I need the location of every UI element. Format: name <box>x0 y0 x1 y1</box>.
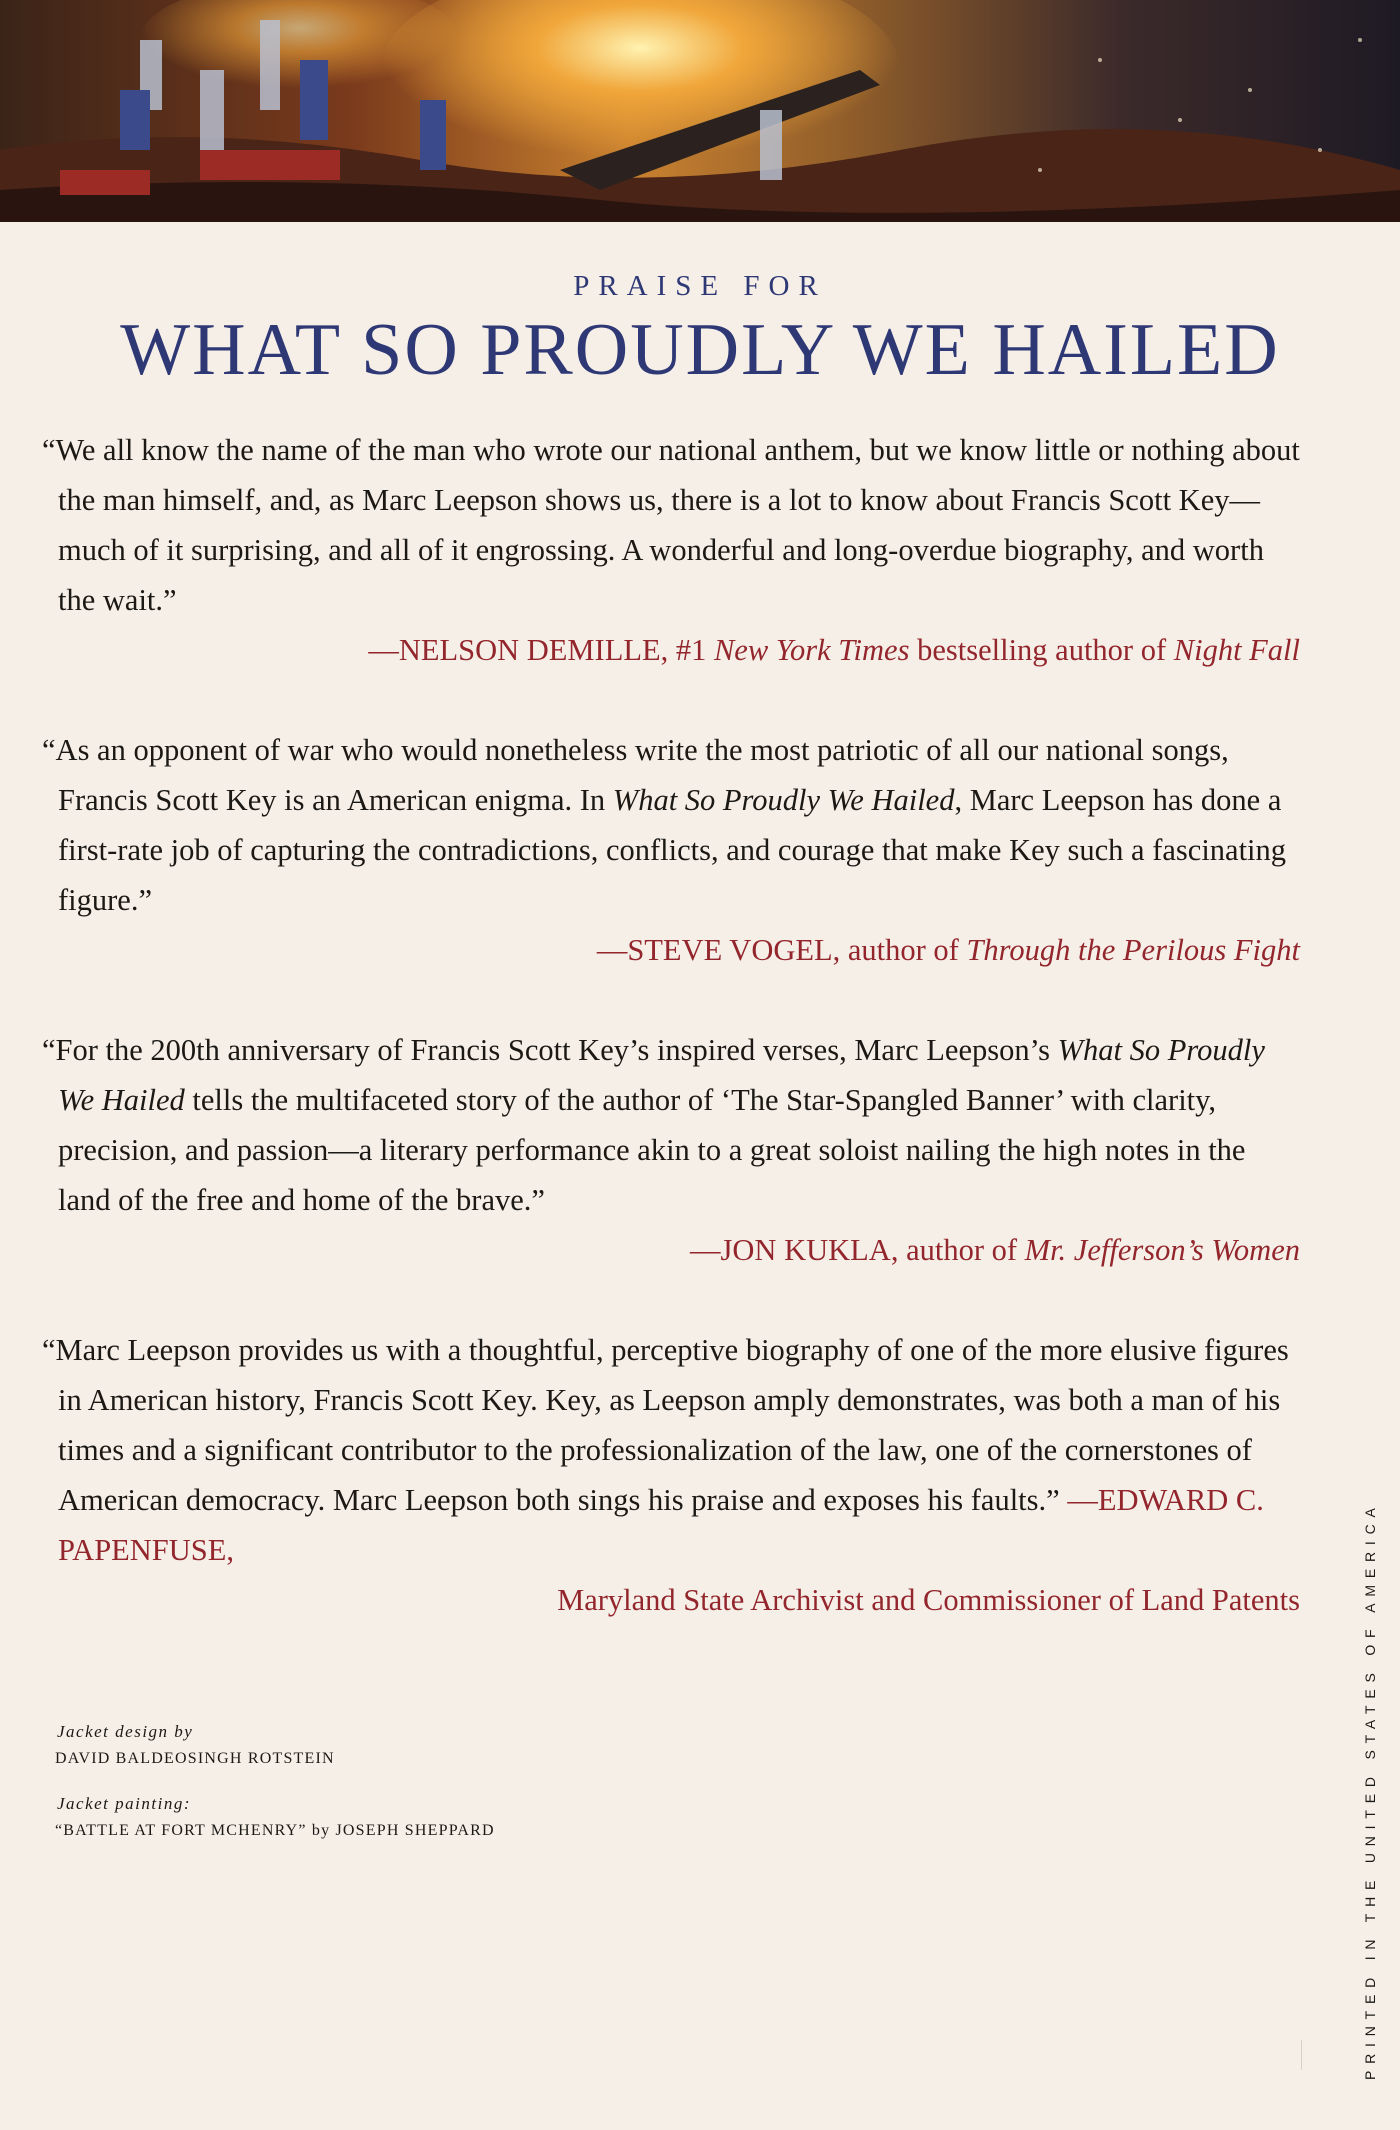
quote-demille <box>42 425 1300 675</box>
quote-text-body: “Marc Leepson provides us with a thoughtful, perceptive biography of one of the more elusive figures in American history, Francis Scott Key. Key, as Leepson amply demonstrates, was both a man of his times and a significant contributor to the professionalization of the law, one of the cornerstones of American democracy. Marc Leepson both sings his praise and exposes his faults.” <box>42 1333 1289 1517</box>
design-credit-label: Jacket design by <box>57 1722 194 1741</box>
quote-attribution <box>42 625 1300 675</box>
quote-text-post: tells the multifaceted story of the author of ‘The Star-Spangled Banner’ with clarity, precision, and passion—a literary performance akin to a great soloist nailing the high notes in the land of the free and home of the brave.” <box>58 1083 1246 1217</box>
edge-rule <box>1301 2040 1302 2070</box>
jacket-painting-banner <box>0 0 1400 222</box>
quote-text <box>42 1025 1300 1225</box>
quote-text-post: , Marc Leepson has done a first-rate job of capturing the contradictions, conflicts, and courage that make Key such a fascinating figure.” <box>58 783 1287 917</box>
design-credit-value: DAVID BALDEOSINGH ROTSTEIN <box>55 1750 335 1767</box>
quote-text-pre: “For the 200th anniversary of Francis Scott Key’s inspired verses, Marc Leepson’s <box>42 1033 1050 1067</box>
printed-in-usa-note: PRINTED IN THE UNITED STATES OF AMERICA <box>1362 1501 1378 2080</box>
attribution-publication: New York Times <box>713 633 910 667</box>
quote-book-title: What So Proudly We Hailed <box>58 1033 1265 1117</box>
painting-credit-label: Jacket painting: <box>57 1794 191 1813</box>
attribution-role: bestselling author of <box>917 633 1167 667</box>
praise-for-label: PRAISE FOR <box>573 270 827 302</box>
quote-text-pre: “As an opponent of war who would nonetheless write the most patriotic of all our national songs, Francis Scott Key is an American enigma. In <box>42 733 1229 817</box>
attribution-work: Mr. Jefferson’s Women <box>1024 1233 1300 1267</box>
attribution-author: —STEVE VOGEL, <box>596 933 841 967</box>
quote-book-title: What So Proudly We Hailed <box>612 783 955 817</box>
attribution-role: Maryland State Archivist and Commissioner of Land Patents <box>557 1583 1300 1617</box>
quote-attribution <box>42 925 1300 975</box>
quote-papenfuse <box>42 1325 1300 1625</box>
quote-kukla <box>42 1025 1300 1275</box>
attribution-author: —EDWARD C. PAPENFUSE, <box>58 1483 1264 1567</box>
painting-credit-value: “BATTLE AT FORT MCHENRY” by JOSEPH SHEPPARD <box>55 1822 495 1839</box>
jacket-credits <box>55 1722 495 1840</box>
battle-painting-image <box>0 0 1400 222</box>
quote-text <box>42 1325 1300 1575</box>
attribution-author: —JON KUKLA, <box>690 1233 899 1267</box>
quote-text <box>42 725 1300 925</box>
quote-attribution <box>42 1225 1300 1275</box>
attribution-role-pre: #1 <box>675 633 707 667</box>
attribution-author: —NELSON DEMILLE, <box>368 633 669 667</box>
book-title: WHAT SO PROUDLY WE HAILED <box>120 309 1280 391</box>
attribution-work: Night Fall <box>1173 633 1300 667</box>
attribution-role: author of <box>847 933 959 967</box>
quote-vogel <box>42 725 1300 975</box>
attribution-work: Through the Perilous Fight <box>966 933 1300 967</box>
attribution-role: author of <box>906 1233 1018 1267</box>
quote-text: “We all know the name of the man who wrote our national anthem, but we know little or nothing about the man himself, and, as Marc Leepson shows us, there is a lot to know about Francis Scott Key—much of it surprising, and all of it engrossing. A wonderful and long-overdue biography, and worth the wait.” <box>42 433 1300 617</box>
